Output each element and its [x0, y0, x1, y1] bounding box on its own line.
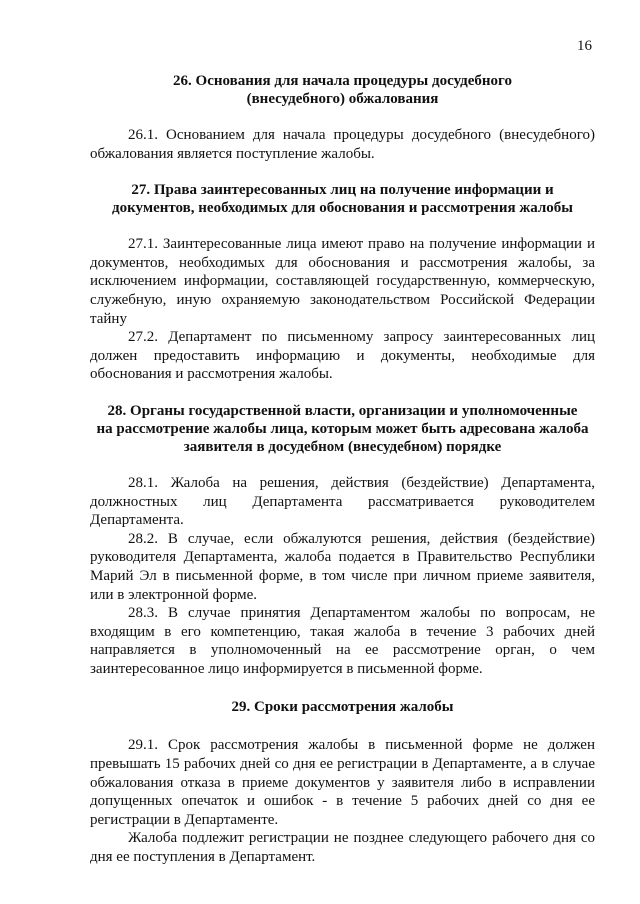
heading-line: заявителя в досудебном (внесудебном) порядке — [183, 438, 502, 455]
section-heading — [90, 402, 595, 456]
paragraph: 29.1. Срок рассмотрения жалобы в письменной форме не должен превышать 15 рабочих дней со дня ее регистрации в Департаменте, а в случае обжалования отказа в приеме документов у заявителя либо в исправлении допущенных опечаток и ошибок - в течение 5 рабочих дней со дня ее регистрации в Департаменте. — [90, 737, 595, 828]
heading-line: на рассмотрение жалобы лица, которым может быть адресована жалоба — [96, 420, 589, 437]
section-28 — [90, 402, 595, 679]
section-26 — [90, 72, 595, 163]
section-heading — [90, 698, 595, 716]
paragraph: 28.1. Жалоба на решения, действия (бездействие) Департамента, должностных лиц Департамента рассматривается руководителем Департамента. — [90, 474, 595, 529]
heading-line: документов, необходимых для обоснования и рассмотрения жалобы — [112, 200, 573, 217]
paragraph: 27.2. Департамент по письменному запросу заинтересованных лиц должен предоставить информацию и документы, необходимые для обоснования и рассмотрения жалобы. — [90, 329, 595, 383]
paragraph: 26.1. Основанием для начала процедуры досудебного (внесудебного) обжалования является поступление жалобы. — [90, 127, 595, 162]
document-body — [90, 72, 595, 867]
page-number: 16 — [577, 38, 592, 54]
heading-line: 29. Сроки рассмотрения жалобы — [231, 699, 454, 716]
paragraph: 28.2. В случае, если обжалуются решения, действия (бездействие) руководителя Департамента, жалоба подается в Правительство Республики Марий Эл в письменной форме, в том числе при личном приеме заявителя, или в электронной форме. — [90, 530, 595, 603]
paragraph: 27.1. Заинтересованные лица имеют право на получение информации и документов, необходимых для обоснования и рассмотрения жалобы, за исключением информации, составляющей государственную, коммерческую, служебную, иную охраняемую законодательством Российской Федерации тайну — [90, 236, 595, 327]
section-heading — [90, 72, 595, 108]
section-heading — [90, 181, 595, 217]
heading-line: (внесудебного) обжалования — [246, 91, 439, 107]
heading-line: 26. Основания для начала процедуры досудебного — [173, 73, 512, 89]
paragraph: Жалоба подлежит регистрации не позднее следующего рабочего дня со дня ее поступления в Департамент. — [90, 830, 595, 866]
section-29 — [90, 698, 595, 866]
paragraph: 28.3. В случае принятия Департаментом жалобы по вопросам, не входящим в его компетенцию, такая жалоба в течение 3 рабочих дней направляется в уполномоченный на ее рассмотрение орган, о чем заинтересованное лицо информируется в письменной форме. — [90, 605, 595, 677]
heading-line: 28. Органы государственной власти, организации и уполномоченные — [107, 402, 578, 419]
heading-line: 27. Права заинтересованных лиц на получение информации и — [131, 182, 554, 199]
section-27 — [90, 181, 595, 384]
